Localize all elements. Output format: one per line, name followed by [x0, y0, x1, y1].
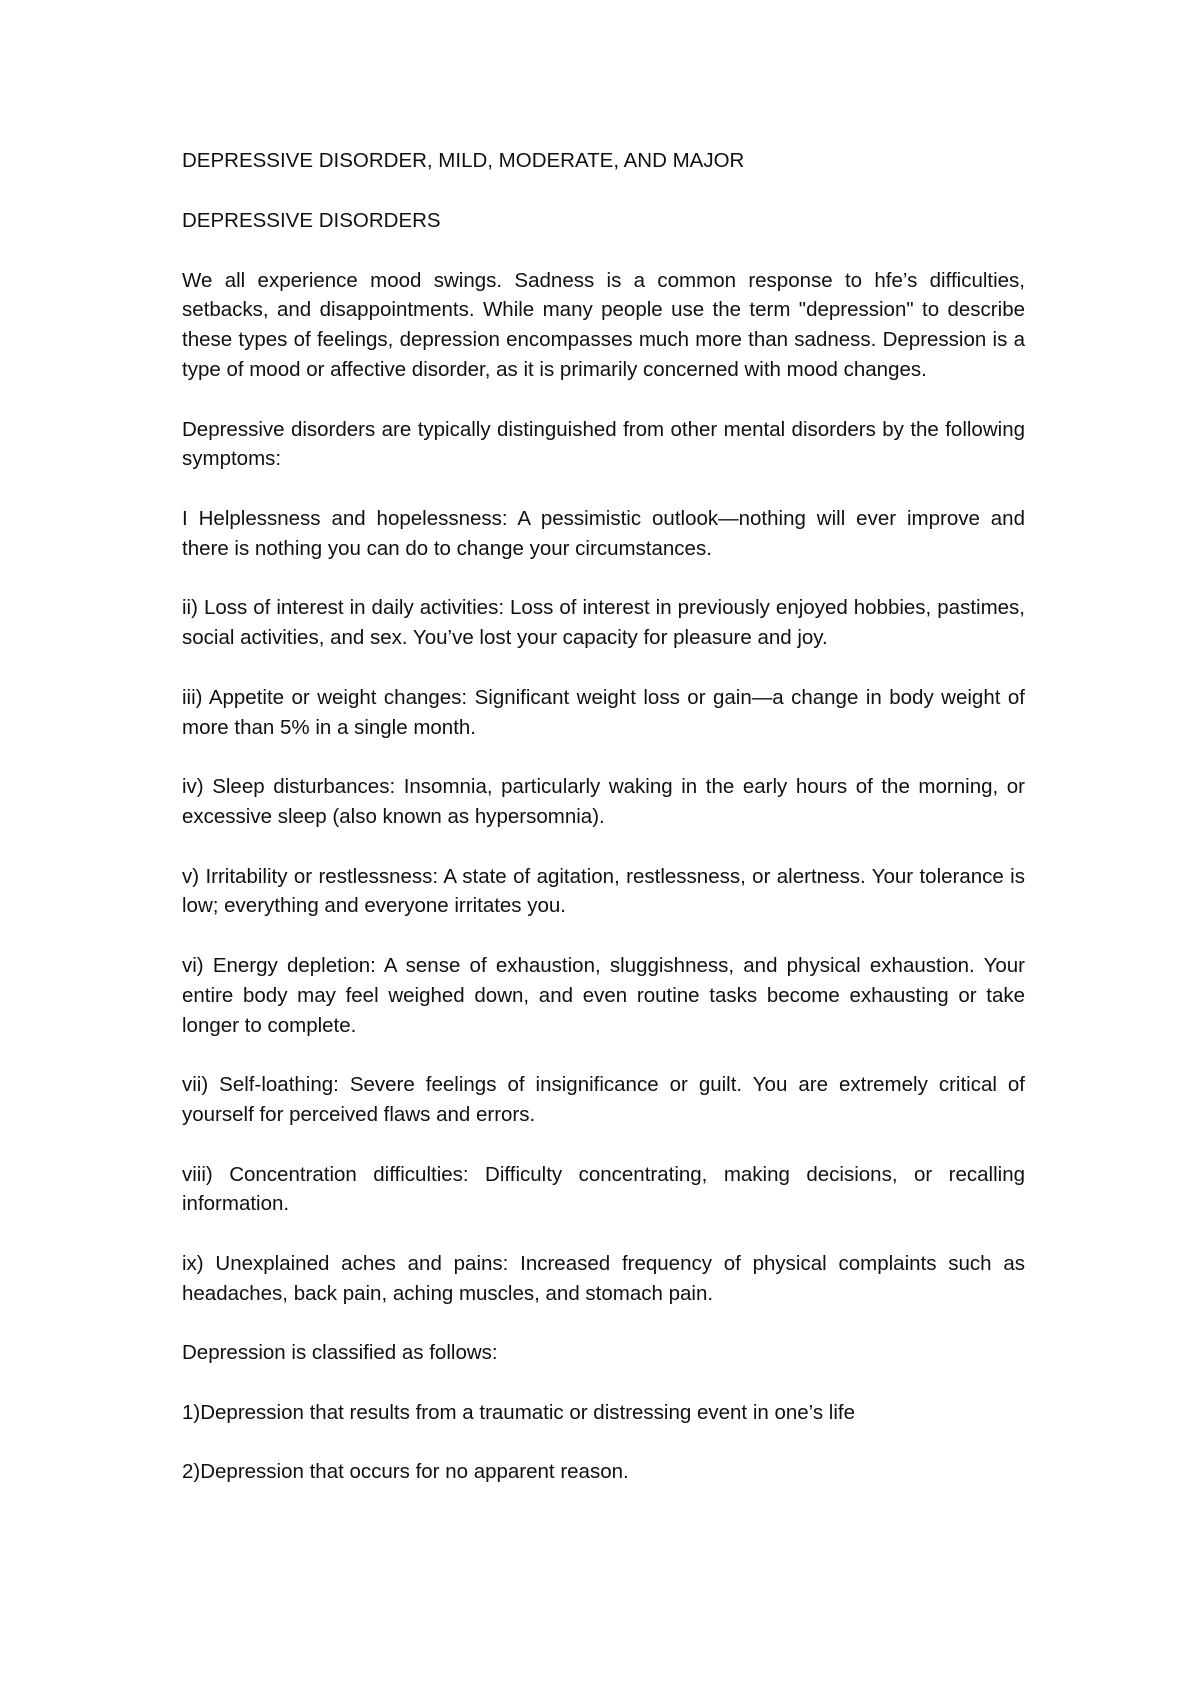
symptom-item: iv) Sleep disturbances: Insomnia, particularly waking in the early hours of the morning, or excessive sleep (also known as hypersomnia).: [182, 775, 1025, 828]
symptom-item: vi) Energy depletion: A sense of exhaustion, sluggishness, and physical exhaustion. Your entire body may feel weighed down, and even routine tasks become exhausting or take longer to complete.: [182, 953, 1025, 1037]
symptom-item: ix) Unexplained aches and pains: Increased frequency of physical complaints such as headaches, back pain, aching muscles, and stomach pain.: [182, 1251, 1025, 1305]
symptom-item: viii) Concentration difficulties: Difficulty concentrating, making decisions, or recalling information.: [182, 1162, 1025, 1216]
symptom-item: v) Irritability or restlessness: A state of agitation, restlessness, or alertness. Your tolerance is low; everything and everyone irritates you.: [182, 864, 1025, 918]
classification-item: 2)Depression that occurs for no apparent reason.: [182, 1460, 629, 1484]
symptoms-intro: Depressive disorders are typically distinguished from other mental disorders by the following symptoms:: [182, 417, 1025, 471]
symptom-item: vii) Self-loathing: Severe feelings of insignificance or guilt. You are extremely critical of yourself for perceived flaws and errors.: [182, 1073, 1025, 1126]
symptom-item: iii) Appetite or weight changes: Significant weight loss or gain—a change in body weight of more than 5% in a single month.: [182, 685, 1025, 739]
document-body: [182, 146, 1025, 1517]
symptom-item: I Helplessness and hopelessness: A pessimistic outlook—nothing will ever improve and there is nothing you can do to change your circumstances.: [182, 506, 1025, 560]
symptom-list: [182, 504, 1025, 1309]
classification-list: [182, 1398, 1025, 1487]
document-title: DEPRESSIVE DISORDER, MILD, MODERATE, AND MAJOR: [182, 149, 745, 172]
section-heading: DEPRESSIVE DISORDERS: [182, 208, 441, 232]
classification-intro: Depression is classified as follows:: [182, 1341, 498, 1365]
intro-paragraph: We all experience mood swings. Sadness is a common response to hfe’s difficulties, setbacks, and disappointments. While many people use the term "depression" to describe these types of feelings, depression encompasses much more than sadness. Depression is a type of mood or affective disorder, as it is primarily concerned with mood changes.: [182, 268, 1025, 381]
classification-item: 1)Depression that results from a traumatic or distressing event in one’s life: [182, 1400, 856, 1424]
symptom-item: ii) Loss of interest in daily activities: Loss of interest in previously enjoyed hobbies, pastimes, social activities, and sex. You’ve lost your capacity for pleasure and joy.: [182, 596, 1025, 650]
